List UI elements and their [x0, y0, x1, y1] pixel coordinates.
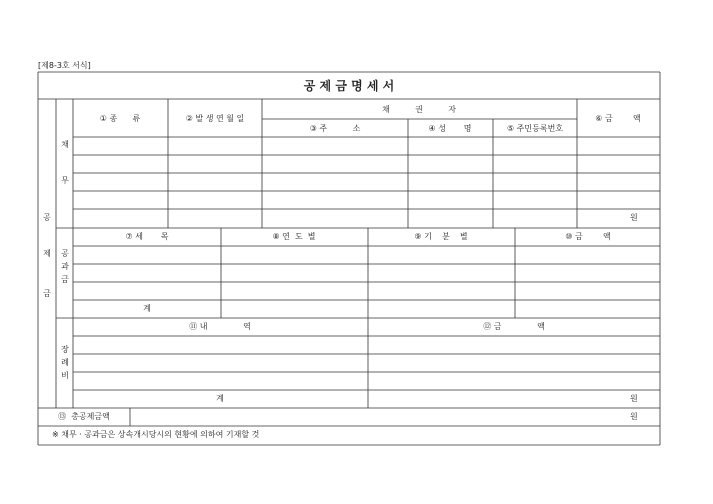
grand-total-label: ⑬ 총공제금액: [58, 412, 110, 421]
form-title: 공 제 금 명 세 서: [303, 79, 395, 93]
grand-total-unit: 원: [630, 412, 638, 421]
funeral-side-3: 비: [61, 371, 69, 380]
debt-col-kind: ① 종 류: [99, 114, 141, 123]
debt-col-creditor: 채 권 자: [381, 105, 457, 114]
tax-total-label: 계: [143, 304, 151, 313]
tax-side-2: 과: [61, 262, 69, 271]
debt-col-name: ④ 성 명: [428, 124, 472, 133]
debt-col-amount: ⑥ 금 액: [595, 114, 641, 123]
form-code: [제8-3호 서식]: [38, 61, 91, 70]
tax-col-period: ⑨ 기 분 별: [414, 232, 468, 241]
main-label-3: 금: [43, 289, 51, 298]
debt-col-regno: ⑤ 주민등록번호: [506, 124, 564, 133]
main-label-1: 공: [43, 213, 51, 222]
footnote: ※ 채무 · 공과금은 상속개시당시의 현황에 의하여 기재할 것: [52, 430, 260, 439]
debt-unit: 원: [630, 213, 638, 222]
debt-col-date: ② 발 생 연 월 일: [185, 114, 245, 123]
debt-col-address: ③ 주 소: [309, 124, 361, 133]
funeral-unit: 원: [630, 394, 638, 403]
tax-col-year: ⑧ 연 도 별: [272, 232, 316, 241]
funeral-side-1: 장: [61, 345, 69, 354]
tax-col-item: ⑦ 세 목: [125, 232, 169, 241]
funeral-col-detail: ⑪ 내 역: [189, 322, 251, 331]
funeral-col-amount: ⑫ 금 액: [483, 322, 545, 331]
tax-side-1: 공: [61, 249, 69, 258]
debt-side-1: 채: [61, 140, 69, 149]
tax-side-3: 금: [61, 275, 69, 284]
debt-side-2: 무: [61, 176, 69, 185]
funeral-total-label: 계: [216, 394, 224, 403]
funeral-side-2: 례: [61, 358, 69, 367]
main-label-2: 제: [43, 249, 51, 258]
tax-col-amount: ⑩ 금 액: [565, 232, 611, 241]
